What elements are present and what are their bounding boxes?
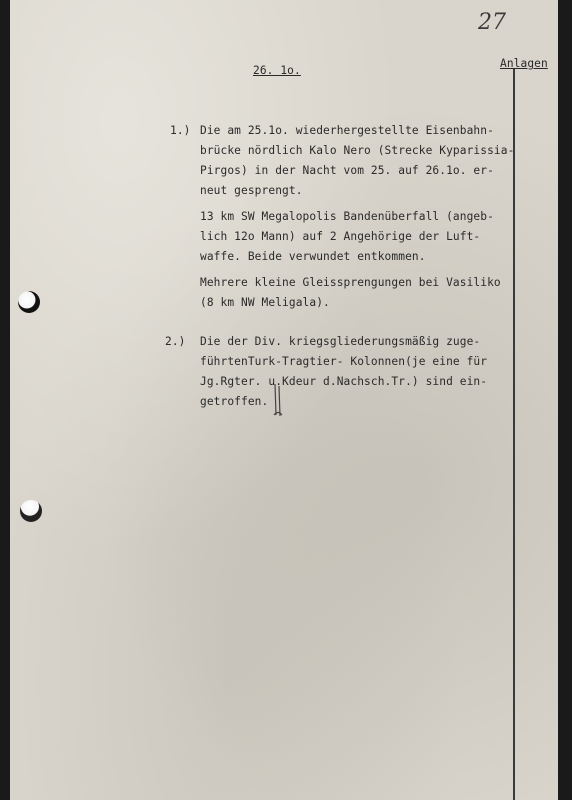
item-number: 2.)	[165, 335, 186, 348]
paragraph-line: lich 12o Mann) auf 2 Angehörige der Luft-	[200, 230, 481, 243]
paragraph-line: waffe. Beide verwundet entkommen.	[200, 250, 426, 263]
paragraph-line: 13 km SW Megalopolis Bandenüberfall (angeb-	[200, 210, 494, 223]
paragraph-line: Die der Div. kriegsgliederungsmäßig zuge-	[200, 335, 481, 348]
punch-hole-bottom	[20, 500, 42, 522]
document-page	[10, 0, 558, 800]
margin-rule	[513, 68, 515, 800]
margin-label-anlagen: Anlagen	[500, 57, 548, 70]
paragraph-line: führtenTurk-Tragtier- Kolonnen(je eine für	[200, 355, 488, 368]
paragraph-line: neut gesprengt.	[200, 184, 303, 197]
paragraph-line: (8 km NW Meligala).	[200, 296, 330, 309]
punch-hole-top	[18, 291, 40, 313]
paragraph-line: Die am 25.1o. wiederhergestellte Eisenbahn-	[200, 124, 494, 137]
page-number: 27	[478, 10, 506, 35]
item-number: 1.)	[170, 124, 191, 137]
entry-date: 26. 1o.	[253, 64, 301, 77]
paragraph-line: Pirgos) in der Nacht vom 25. auf 26.1o. er-	[200, 164, 494, 177]
pencil-mark-icon	[270, 382, 286, 418]
paragraph-line: brücke nördlich Kalo Nero (Strecke Kyparissia-	[200, 144, 515, 157]
paragraph-line: Mehrere kleine Gleissprengungen bei Vasiliko	[200, 276, 501, 289]
paragraph-line: Jg.Rgter. u.Kdeur d.Nachsch.Tr.) sind ein-	[200, 375, 488, 388]
paragraph-line: getroffen.	[200, 395, 269, 408]
